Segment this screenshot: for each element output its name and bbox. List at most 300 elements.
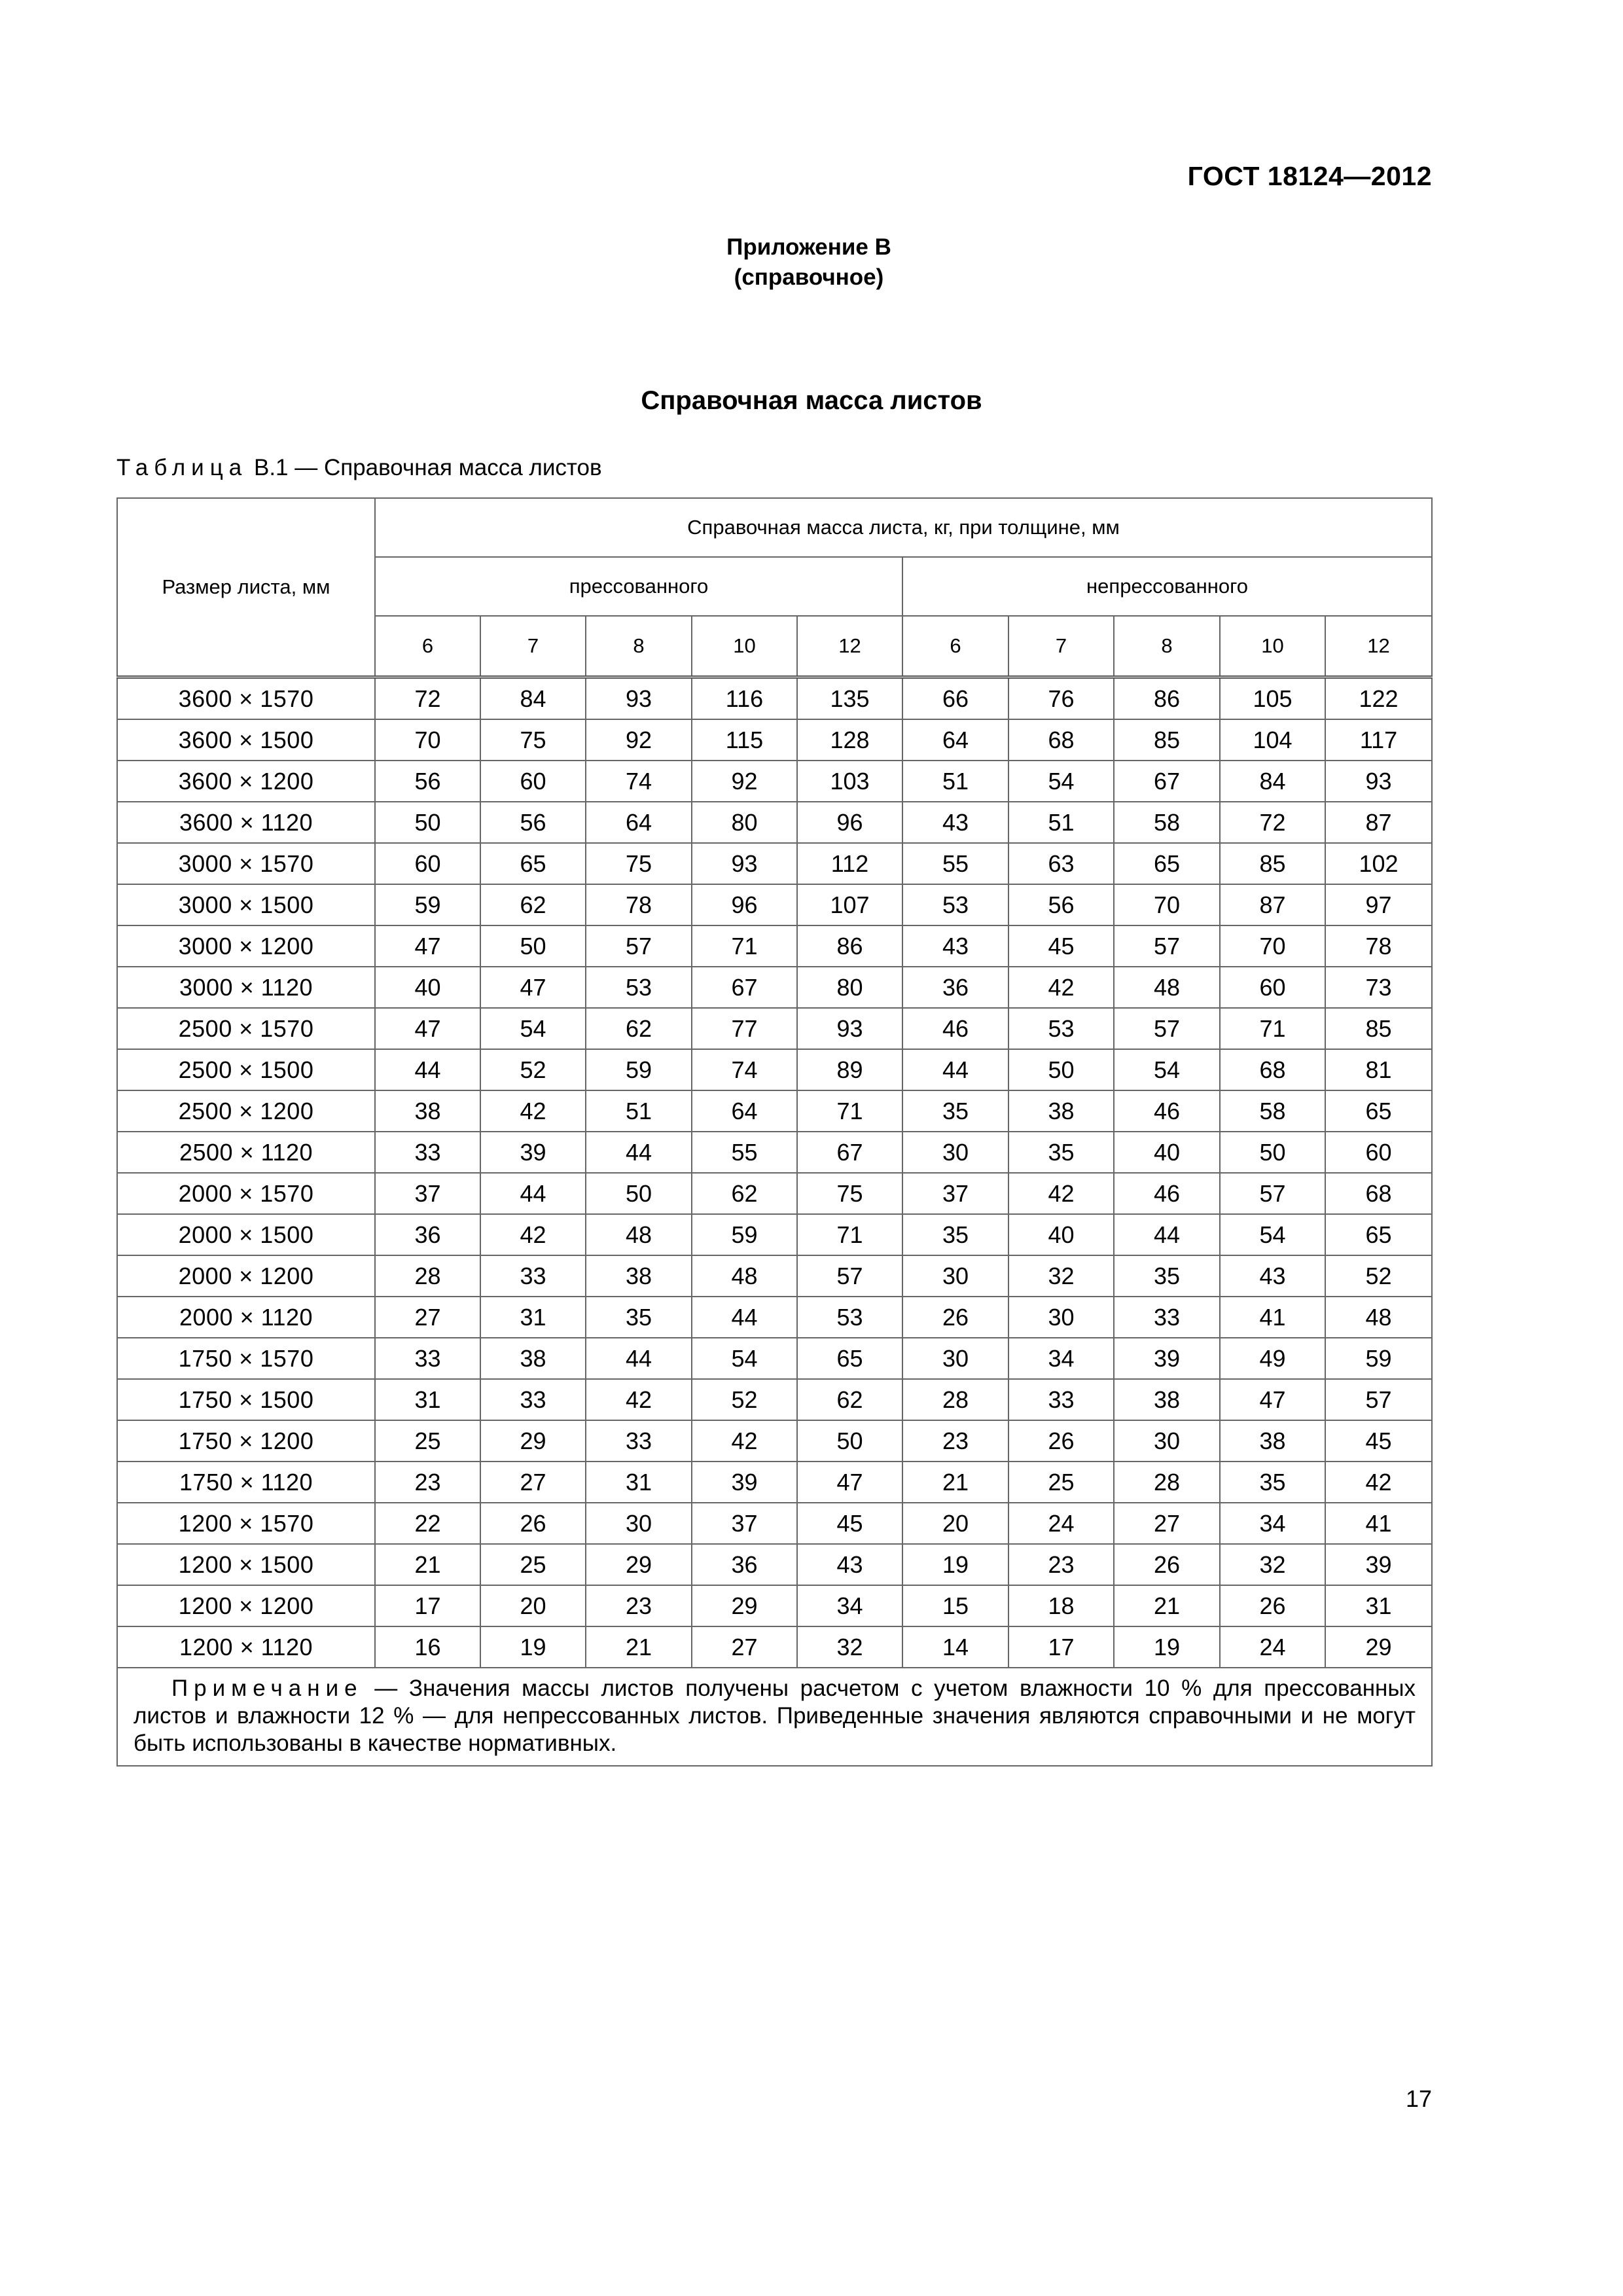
- mass-value-cell: 31: [586, 1462, 692, 1503]
- table-row: [117, 1462, 1432, 1503]
- mass-value-cell: 50: [797, 1420, 902, 1462]
- mass-value-cell: 42: [1008, 1173, 1114, 1214]
- mass-value-cell: 30: [586, 1503, 692, 1544]
- mass-value-cell: 26: [480, 1503, 586, 1544]
- subgroup-unpressed: непрессованного: [902, 557, 1432, 616]
- mass-value-cell: 103: [797, 761, 902, 802]
- table-body: [117, 677, 1432, 1767]
- mass-value-cell: 55: [902, 843, 1008, 884]
- mass-value-cell: 78: [1325, 925, 1432, 967]
- mass-value-cell: 51: [902, 761, 1008, 802]
- mass-value-cell: 89: [797, 1049, 902, 1090]
- mass-value-cell: 30: [1114, 1420, 1220, 1462]
- mass-value-cell: 20: [902, 1503, 1008, 1544]
- mass-value-cell: 105: [1220, 677, 1325, 720]
- mass-value-cell: 17: [375, 1585, 480, 1626]
- mass-value-cell: 35: [902, 1090, 1008, 1132]
- note-row: [117, 1668, 1432, 1766]
- mass-value-cell: 26: [1220, 1585, 1325, 1626]
- mass-value-cell: 18: [1008, 1585, 1114, 1626]
- sheet-size-cell: 1200 × 1570: [117, 1503, 375, 1544]
- mass-value-cell: 40: [1114, 1132, 1220, 1173]
- mass-value-cell: 29: [480, 1420, 586, 1462]
- sheet-size-cell: 2000 × 1200: [117, 1255, 375, 1297]
- mass-value-cell: 33: [586, 1420, 692, 1462]
- mass-value-cell: 62: [480, 884, 586, 925]
- mass-value-cell: 31: [480, 1297, 586, 1338]
- mass-value-cell: 81: [1325, 1049, 1432, 1090]
- mass-value-cell: 72: [375, 677, 480, 720]
- table-row: [117, 925, 1432, 967]
- sheet-size-cell: 2500 × 1570: [117, 1008, 375, 1049]
- table-row: [117, 1090, 1432, 1132]
- note-text: — Значения массы листов получены расчетом с учетом влажности 10 % для прессованных листов и влажности 12 % — для непрессованных листов. Приведенные значения являются справочными и не могут быть использованы в качестве нормативных.: [134, 1676, 1416, 1756]
- mass-value-cell: 56: [480, 802, 586, 843]
- mass-value-cell: 64: [692, 1090, 797, 1132]
- note-label: Примечание: [171, 1676, 363, 1701]
- table-row: [117, 677, 1432, 720]
- table-row: [117, 843, 1432, 884]
- mass-value-cell: 57: [586, 925, 692, 967]
- mass-value-cell: 84: [1220, 761, 1325, 802]
- mass-value-cell: 31: [375, 1379, 480, 1420]
- sheet-size-cell: 3600 × 1500: [117, 719, 375, 761]
- sheet-size-cell: 2500 × 1500: [117, 1049, 375, 1090]
- mass-value-cell: 44: [692, 1297, 797, 1338]
- mass-value-cell: 86: [1114, 677, 1220, 720]
- mass-value-cell: 26: [902, 1297, 1008, 1338]
- mass-value-cell: 30: [1008, 1297, 1114, 1338]
- mass-value-cell: 30: [902, 1255, 1008, 1297]
- mass-value-cell: 25: [1008, 1462, 1114, 1503]
- mass-value-cell: 50: [375, 802, 480, 843]
- table-row: [117, 1544, 1432, 1585]
- mass-value-cell: 54: [692, 1338, 797, 1379]
- sheet-size-cell: 1750 × 1500: [117, 1379, 375, 1420]
- mass-value-cell: 66: [902, 677, 1008, 720]
- mass-value-cell: 28: [1114, 1462, 1220, 1503]
- mass-value-cell: 20: [480, 1585, 586, 1626]
- mass-value-cell: 50: [480, 925, 586, 967]
- mass-value-cell: 27: [1114, 1503, 1220, 1544]
- thickness-header: 6: [375, 616, 480, 677]
- mass-value-cell: 33: [375, 1338, 480, 1379]
- mass-value-cell: 47: [480, 967, 586, 1008]
- mass-value-cell: 93: [586, 677, 692, 720]
- mass-value-cell: 47: [1220, 1379, 1325, 1420]
- mass-value-cell: 28: [375, 1255, 480, 1297]
- mass-value-cell: 48: [692, 1255, 797, 1297]
- mass-value-cell: 36: [375, 1214, 480, 1255]
- mass-value-cell: 23: [902, 1420, 1008, 1462]
- mass-value-cell: 21: [375, 1544, 480, 1585]
- sheet-size-cell: 3000 × 1500: [117, 884, 375, 925]
- mass-value-cell: 87: [1325, 802, 1432, 843]
- mass-value-cell: 46: [1114, 1173, 1220, 1214]
- mass-value-cell: 60: [1220, 967, 1325, 1008]
- mass-value-cell: 43: [902, 925, 1008, 967]
- group-header: Справочная масса листа, кг, при толщине, мм: [375, 498, 1432, 557]
- table-row: [117, 761, 1432, 802]
- mass-value-cell: 68: [1008, 719, 1114, 761]
- mass-value-cell: 71: [797, 1214, 902, 1255]
- mass-value-cell: 24: [1220, 1626, 1325, 1668]
- thickness-header: 8: [1114, 616, 1220, 677]
- mass-value-cell: 53: [902, 884, 1008, 925]
- mass-value-cell: 59: [586, 1049, 692, 1090]
- mass-value-cell: 37: [375, 1173, 480, 1214]
- mass-value-cell: 52: [1325, 1255, 1432, 1297]
- mass-value-cell: 32: [797, 1626, 902, 1668]
- mass-value-cell: 92: [586, 719, 692, 761]
- subgroup-pressed: прессованного: [375, 557, 902, 616]
- mass-value-cell: 50: [1008, 1049, 1114, 1090]
- sheet-size-cell: 3600 × 1200: [117, 761, 375, 802]
- table-row: [117, 802, 1432, 843]
- mass-value-cell: 46: [1114, 1090, 1220, 1132]
- table-row: [117, 1626, 1432, 1668]
- mass-value-cell: 65: [480, 843, 586, 884]
- mass-value-cell: 46: [902, 1008, 1008, 1049]
- table-row: [117, 1049, 1432, 1090]
- mass-value-cell: 44: [902, 1049, 1008, 1090]
- mass-value-cell: 62: [797, 1379, 902, 1420]
- page-number: 17: [1405, 2085, 1432, 2112]
- mass-value-cell: 19: [480, 1626, 586, 1668]
- mass-value-cell: 47: [797, 1462, 902, 1503]
- mass-value-cell: 102: [1325, 843, 1432, 884]
- mass-value-cell: 43: [902, 802, 1008, 843]
- mass-value-cell: 32: [1220, 1544, 1325, 1585]
- mass-value-cell: 59: [375, 884, 480, 925]
- mass-value-cell: 67: [797, 1132, 902, 1173]
- thickness-header: 12: [1325, 616, 1432, 677]
- table-row: [117, 1420, 1432, 1462]
- table-caption: [116, 455, 602, 481]
- mass-value-cell: 48: [1114, 967, 1220, 1008]
- mass-value-cell: 27: [692, 1626, 797, 1668]
- mass-value-cell: 40: [375, 967, 480, 1008]
- mass-value-cell: 23: [375, 1462, 480, 1503]
- mass-value-cell: 116: [692, 677, 797, 720]
- mass-value-cell: 87: [1220, 884, 1325, 925]
- mass-value-cell: 54: [1220, 1214, 1325, 1255]
- mass-value-cell: 56: [375, 761, 480, 802]
- section-title: Справочная масса листов: [641, 386, 982, 415]
- mass-value-cell: 23: [586, 1585, 692, 1626]
- mass-value-cell: 51: [586, 1090, 692, 1132]
- mass-value-cell: 48: [1325, 1297, 1432, 1338]
- appendix-title: Приложение В: [726, 234, 891, 260]
- mass-value-cell: 38: [1220, 1420, 1325, 1462]
- mass-value-cell: 44: [586, 1338, 692, 1379]
- mass-value-cell: 75: [480, 719, 586, 761]
- mass-value-cell: 59: [692, 1214, 797, 1255]
- mass-value-cell: 37: [902, 1173, 1008, 1214]
- mass-value-cell: 42: [1325, 1462, 1432, 1503]
- table-row: [117, 884, 1432, 925]
- mass-value-cell: 42: [1008, 967, 1114, 1008]
- mass-value-cell: 54: [1114, 1049, 1220, 1090]
- mass-value-cell: 44: [480, 1173, 586, 1214]
- appendix-heading: [0, 232, 1620, 293]
- sheet-size-cell: 1200 × 1500: [117, 1544, 375, 1585]
- mass-value-cell: 52: [480, 1049, 586, 1090]
- mass-value-cell: 34: [1220, 1503, 1325, 1544]
- mass-value-cell: 77: [692, 1008, 797, 1049]
- mass-value-cell: 53: [1008, 1008, 1114, 1049]
- mass-value-cell: 16: [375, 1626, 480, 1668]
- mass-value-cell: 47: [375, 925, 480, 967]
- mass-value-cell: 27: [375, 1297, 480, 1338]
- row-header: Размер листа, мм: [117, 498, 375, 677]
- table-caption-label: Таблица: [116, 455, 248, 480]
- mass-value-cell: 34: [1008, 1338, 1114, 1379]
- mass-value-cell: 44: [375, 1049, 480, 1090]
- mass-value-cell: 19: [902, 1544, 1008, 1585]
- thickness-header: 8: [586, 616, 692, 677]
- table-note: [117, 1668, 1432, 1766]
- mass-value-cell: 28: [902, 1379, 1008, 1420]
- sheet-size-cell: 2000 × 1570: [117, 1173, 375, 1214]
- mass-value-cell: 19: [1114, 1626, 1220, 1668]
- mass-value-cell: 70: [375, 719, 480, 761]
- sheet-size-cell: 3600 × 1570: [117, 677, 375, 720]
- mass-value-cell: 45: [797, 1503, 902, 1544]
- mass-value-cell: 60: [1325, 1132, 1432, 1173]
- appendix-subtitle: (справочное): [734, 264, 884, 290]
- mass-value-cell: 57: [1114, 1008, 1220, 1049]
- mass-value-cell: 26: [1008, 1420, 1114, 1462]
- mass-value-cell: 93: [797, 1008, 902, 1049]
- mass-value-cell: 80: [797, 967, 902, 1008]
- thickness-header: 10: [1220, 616, 1325, 677]
- mass-value-cell: 93: [692, 843, 797, 884]
- mass-value-cell: 29: [1325, 1626, 1432, 1668]
- mass-value-cell: 39: [480, 1132, 586, 1173]
- mass-value-cell: 64: [586, 802, 692, 843]
- mass-value-cell: 39: [1325, 1544, 1432, 1585]
- mass-value-cell: 23: [1008, 1544, 1114, 1585]
- sheet-size-cell: 1750 × 1200: [117, 1420, 375, 1462]
- mass-value-cell: 35: [902, 1214, 1008, 1255]
- thickness-header: 7: [480, 616, 586, 677]
- mass-value-cell: 40: [1008, 1214, 1114, 1255]
- mass-value-cell: 58: [1220, 1090, 1325, 1132]
- mass-value-cell: 33: [480, 1255, 586, 1297]
- mass-value-cell: 59: [1325, 1338, 1432, 1379]
- thickness-header: 7: [1008, 616, 1114, 677]
- mass-value-cell: 36: [692, 1544, 797, 1585]
- table-row: [117, 1214, 1432, 1255]
- mass-value-cell: 62: [692, 1173, 797, 1214]
- sheet-size-cell: 3000 × 1200: [117, 925, 375, 967]
- mass-value-cell: 21: [586, 1626, 692, 1668]
- mass-value-cell: 44: [1114, 1214, 1220, 1255]
- mass-value-cell: 44: [586, 1132, 692, 1173]
- mass-value-cell: 41: [1325, 1503, 1432, 1544]
- mass-value-cell: 52: [692, 1379, 797, 1420]
- mass-value-cell: 76: [1008, 677, 1114, 720]
- mass-value-cell: 71: [797, 1090, 902, 1132]
- sheet-size-cell: 2000 × 1500: [117, 1214, 375, 1255]
- mass-value-cell: 85: [1325, 1008, 1432, 1049]
- mass-value-cell: 70: [1220, 925, 1325, 967]
- mass-value-cell: 24: [1008, 1503, 1114, 1544]
- mass-value-cell: 56: [1008, 884, 1114, 925]
- mass-value-cell: 43: [1220, 1255, 1325, 1297]
- sheet-size-cell: 3600 × 1120: [117, 802, 375, 843]
- mass-value-cell: 86: [797, 925, 902, 967]
- mass-value-cell: 27: [480, 1462, 586, 1503]
- mass-value-cell: 38: [480, 1338, 586, 1379]
- mass-value-cell: 55: [692, 1132, 797, 1173]
- mass-value-cell: 75: [797, 1173, 902, 1214]
- mass-value-cell: 49: [1220, 1338, 1325, 1379]
- mass-value-cell: 30: [902, 1338, 1008, 1379]
- mass-value-cell: 41: [1220, 1297, 1325, 1338]
- mass-value-cell: 51: [1008, 802, 1114, 843]
- mass-value-cell: 35: [1114, 1255, 1220, 1297]
- mass-value-cell: 32: [1008, 1255, 1114, 1297]
- mass-value-cell: 64: [902, 719, 1008, 761]
- mass-value-cell: 93: [1325, 761, 1432, 802]
- mass-value-cell: 84: [480, 677, 586, 720]
- table-header: [117, 498, 1432, 677]
- mass-value-cell: 85: [1220, 843, 1325, 884]
- mass-value-cell: 39: [692, 1462, 797, 1503]
- sheet-size-cell: 2500 × 1120: [117, 1132, 375, 1173]
- sheet-size-cell: 1200 × 1200: [117, 1585, 375, 1626]
- table-row: [117, 1132, 1432, 1173]
- table-row: [117, 1255, 1432, 1297]
- mass-value-cell: 47: [375, 1008, 480, 1049]
- mass-value-cell: 25: [375, 1420, 480, 1462]
- mass-value-cell: 21: [902, 1462, 1008, 1503]
- sheet-size-cell: 1200 × 1120: [117, 1626, 375, 1668]
- mass-value-cell: 67: [692, 967, 797, 1008]
- thickness-header: 6: [902, 616, 1008, 677]
- sheet-size-cell: 2500 × 1200: [117, 1090, 375, 1132]
- mass-value-cell: 96: [797, 802, 902, 843]
- mass-value-cell: 74: [586, 761, 692, 802]
- mass-value-cell: 31: [1325, 1585, 1432, 1626]
- mass-value-cell: 43: [797, 1544, 902, 1585]
- mass-value-cell: 35: [1008, 1132, 1114, 1173]
- mass-value-cell: 75: [586, 843, 692, 884]
- mass-value-cell: 63: [1008, 843, 1114, 884]
- table-row: [117, 1585, 1432, 1626]
- mass-value-cell: 135: [797, 677, 902, 720]
- table-row: [117, 1297, 1432, 1338]
- mass-value-cell: 42: [480, 1090, 586, 1132]
- mass-value-cell: 25: [480, 1544, 586, 1585]
- mass-value-cell: 57: [1325, 1379, 1432, 1420]
- mass-value-cell: 35: [1220, 1462, 1325, 1503]
- mass-value-cell: 68: [1220, 1049, 1325, 1090]
- table-row: [117, 1008, 1432, 1049]
- table-row: [117, 1379, 1432, 1420]
- mass-value-cell: 42: [480, 1214, 586, 1255]
- mass-value-cell: 117: [1325, 719, 1432, 761]
- mass-value-cell: 60: [480, 761, 586, 802]
- sheet-size-cell: 3000 × 1570: [117, 843, 375, 884]
- mass-value-cell: 33: [1114, 1297, 1220, 1338]
- mass-value-cell: 80: [692, 802, 797, 843]
- mass-value-cell: 60: [375, 843, 480, 884]
- mass-value-cell: 128: [797, 719, 902, 761]
- mass-value-cell: 122: [1325, 677, 1432, 720]
- mass-value-cell: 35: [586, 1297, 692, 1338]
- mass-table: [116, 497, 1433, 1767]
- mass-value-cell: 67: [1114, 761, 1220, 802]
- sheet-size-cell: 1750 × 1570: [117, 1338, 375, 1379]
- mass-value-cell: 17: [1008, 1626, 1114, 1668]
- mass-value-cell: 26: [1114, 1544, 1220, 1585]
- thickness-header: 10: [692, 616, 797, 677]
- table-caption-number: В.1 — Справочная масса листов: [253, 455, 602, 480]
- mass-value-cell: 115: [692, 719, 797, 761]
- mass-value-cell: 38: [586, 1255, 692, 1297]
- mass-value-cell: 38: [375, 1090, 480, 1132]
- sheet-size-cell: 1750 × 1120: [117, 1462, 375, 1503]
- mass-value-cell: 15: [902, 1585, 1008, 1626]
- mass-value-cell: 21: [1114, 1585, 1220, 1626]
- mass-value-cell: 50: [1220, 1132, 1325, 1173]
- sheet-size-cell: 2000 × 1120: [117, 1297, 375, 1338]
- mass-value-cell: 65: [1325, 1090, 1432, 1132]
- mass-value-cell: 33: [1008, 1379, 1114, 1420]
- mass-value-cell: 37: [692, 1503, 797, 1544]
- mass-value-cell: 62: [586, 1008, 692, 1049]
- mass-value-cell: 38: [1114, 1379, 1220, 1420]
- table-row: [117, 967, 1432, 1008]
- standard-code: ГОСТ 18124—2012: [1187, 161, 1432, 191]
- mass-value-cell: 39: [1114, 1338, 1220, 1379]
- mass-value-cell: 92: [692, 761, 797, 802]
- mass-value-cell: 97: [1325, 884, 1432, 925]
- mass-value-cell: 29: [692, 1585, 797, 1626]
- mass-value-cell: 45: [1325, 1420, 1432, 1462]
- mass-value-cell: 42: [586, 1379, 692, 1420]
- mass-value-cell: 48: [586, 1214, 692, 1255]
- table-row: [117, 1173, 1432, 1214]
- mass-value-cell: 57: [1220, 1173, 1325, 1214]
- mass-value-cell: 65: [1325, 1214, 1432, 1255]
- mass-value-cell: 53: [797, 1297, 902, 1338]
- mass-value-cell: 104: [1220, 719, 1325, 761]
- thickness-header: 12: [797, 616, 902, 677]
- mass-value-cell: 65: [797, 1338, 902, 1379]
- mass-value-cell: 42: [692, 1420, 797, 1462]
- mass-value-cell: 29: [586, 1544, 692, 1585]
- table-row: [117, 719, 1432, 761]
- mass-value-cell: 38: [1008, 1090, 1114, 1132]
- mass-value-cell: 72: [1220, 802, 1325, 843]
- sheet-size-cell: 3000 × 1120: [117, 967, 375, 1008]
- mass-value-cell: 53: [586, 967, 692, 1008]
- mass-value-cell: 107: [797, 884, 902, 925]
- mass-value-cell: 73: [1325, 967, 1432, 1008]
- mass-value-cell: 30: [902, 1132, 1008, 1173]
- mass-value-cell: 54: [480, 1008, 586, 1049]
- mass-value-cell: 68: [1325, 1173, 1432, 1214]
- mass-value-cell: 112: [797, 843, 902, 884]
- mass-value-cell: 33: [480, 1379, 586, 1420]
- mass-value-cell: 14: [902, 1626, 1008, 1668]
- mass-value-cell: 57: [1114, 925, 1220, 967]
- mass-value-cell: 85: [1114, 719, 1220, 761]
